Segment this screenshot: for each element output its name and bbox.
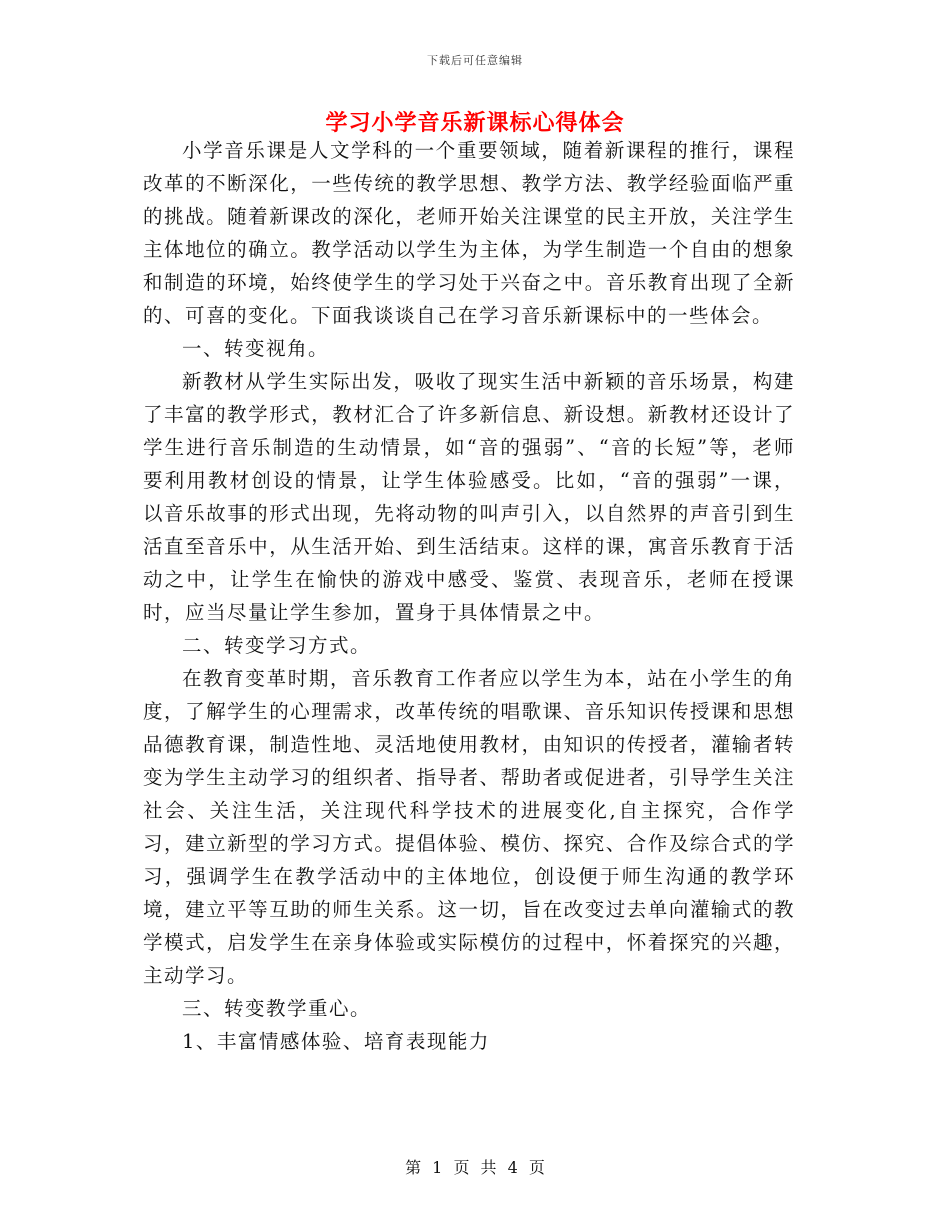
subsection-heading-3-1: 1、丰富情感体验、培育表现能力 bbox=[182, 1030, 490, 1053]
document-title: 学习小学音乐新课标心得体会 bbox=[325, 110, 625, 136]
intro-paragraph: 小学音乐课是人文学科的一个重要领域，随着新课程的推行，课程改革的不断深化，一些传统的教学思想、教学方法、教学经验面临严重的挑战。随着新课改的深化，老师开始关注课堂的民主开放，关注学生主体地位的确立。教学活动以学生为主体，为学生制造一个自由的想象和制造的环境，始终使学生的学习处于兴奋之中。音乐教育出现了全新的、可喜的变化。下面我谈谈自己在学习音乐新课标中的一些体会。 bbox=[143, 139, 795, 327]
header-note: 下载后可任意编辑 bbox=[427, 54, 523, 67]
section-heading-2: 二、转变学习方式。 bbox=[182, 634, 372, 657]
section-heading-3: 三、转变教学重心。 bbox=[182, 997, 372, 1020]
document-body bbox=[143, 134, 795, 1058]
section-2-paragraph: 在教育变革时期，音乐教育工作者应以学生为本，站在小学生的角度，了解学生的心理需求，改革传统的唱歌课、音乐知识传授课和思想品德教育课，制造性地、灵活地使用教材，由知识的传授者，灌输者转变为学生主动学习的组织者、指导者、帮助者或促进者，引导学生关注社会、关注生活，关注现代科学技术的进展变化,自主探究，合作学习，建立新型的学习方式。提倡体验、模仿、探究、合作及综合式的学习，强调学生在教学活动中的主体地位，创设便于师生沟通的教学环境，建立平等互助的师生关系。这一切，旨在改变过去单向灌输式的教学模式，启发学生在亲身体验或实际模仿的过程中，怀着探究的兴趣，主动学习。 bbox=[143, 667, 795, 987]
page-number-footer: 第 1 页 共 4 页 bbox=[405, 1158, 545, 1177]
section-heading-1: 一、转变视角。 bbox=[182, 337, 330, 360]
section-1-paragraph: 新教材从学生实际出发，吸收了现实生活中新颖的音乐场景，构建了丰富的教学形式，教材汇合了许多新信息、新设想。新教材还设计了学生进行音乐制造的生动情景，如“音的强弱”、“音的长短”等，老师要利用教材创设的情景，让学生体验感受。比如，“音的强弱”一课，以音乐故事的形式出现，先将动物的叫声引入，以自然界的声音引到生活直至音乐中，从生活开始、到生活结束。这样的课，寓音乐教育于活动之中，让学生在愉快的游戏中感受、鉴赏、表现音乐，老师在授课时，应当尽量让学生参加，置身于具体情景之中。 bbox=[143, 370, 795, 624]
